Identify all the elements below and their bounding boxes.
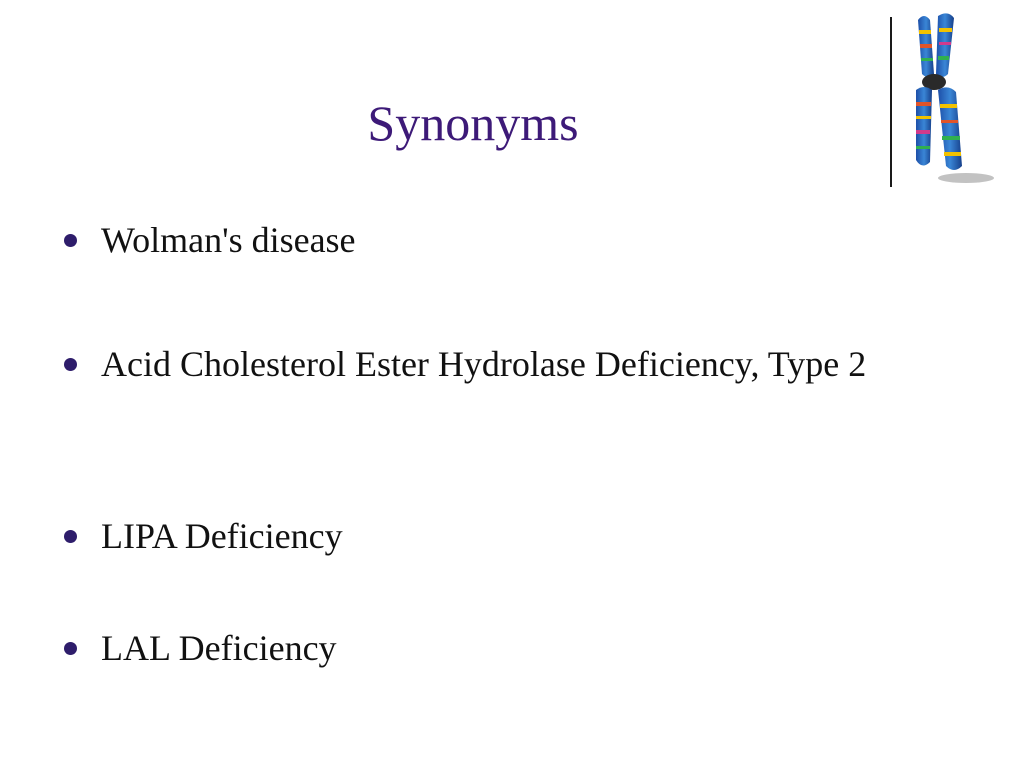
- bullet-dot-icon: [64, 234, 77, 247]
- chromosome-icon: [904, 10, 996, 186]
- bullet-dot-icon: [64, 358, 77, 371]
- bullet-text: LAL Deficiency: [101, 628, 337, 668]
- bullet-text: LIPA Deficiency: [101, 516, 343, 556]
- bullet-text: Acid Cholesterol Ester Hydrolase Deficiency, Type 2: [101, 344, 867, 384]
- bullet-text: Wolman's disease: [101, 220, 356, 260]
- bullet-dot-icon: [64, 642, 77, 655]
- bullet-dot-icon: [64, 530, 77, 543]
- slide-title: Synonyms: [367, 95, 579, 151]
- vertical-divider: [890, 17, 892, 187]
